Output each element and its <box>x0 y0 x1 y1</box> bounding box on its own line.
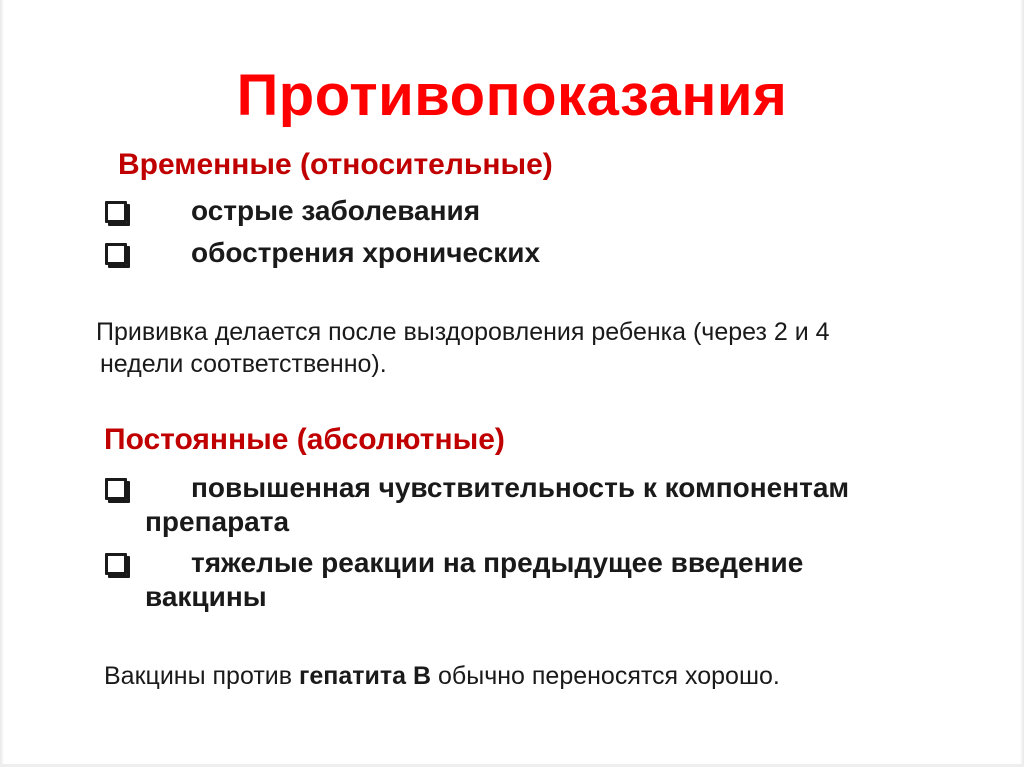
temporary-note-line-1: Прививка делается после выздоровления ребенка (через 2 и 4 <box>96 318 830 346</box>
temporary-note-line-2: недели соответственно). <box>100 350 387 378</box>
checkbox-icon <box>105 553 127 575</box>
checkbox-icon <box>105 478 127 500</box>
permanent-heading: Постоянные (абсолютные) <box>104 423 505 456</box>
permanent-item-2-text: тяжелые реакции на предыдущее введение <box>191 547 804 578</box>
temporary-note <box>96 316 956 380</box>
checkbox-icon <box>105 201 127 223</box>
temporary-item-1-text: острые заболевания <box>191 195 481 226</box>
permanent-item-1-text: повышенная чувствительность к компонентам <box>191 472 850 503</box>
slide-title: Противопоказания <box>236 63 788 128</box>
footer-note <box>104 660 780 692</box>
footer-note-before: Вакцины против <box>104 662 299 690</box>
temporary-item-2-text: обострения хронических <box>191 237 541 268</box>
permanent-item-1-continuation: препарата <box>145 506 290 537</box>
checkbox-icon <box>105 243 127 265</box>
temporary-heading: Временные (относительные) <box>118 148 553 181</box>
footer-note-after: обычно переносятся хорошо. <box>431 662 780 690</box>
permanent-item-2-continuation: вакцины <box>145 581 267 612</box>
footer-note-bold: гепатита В <box>298 662 432 690</box>
